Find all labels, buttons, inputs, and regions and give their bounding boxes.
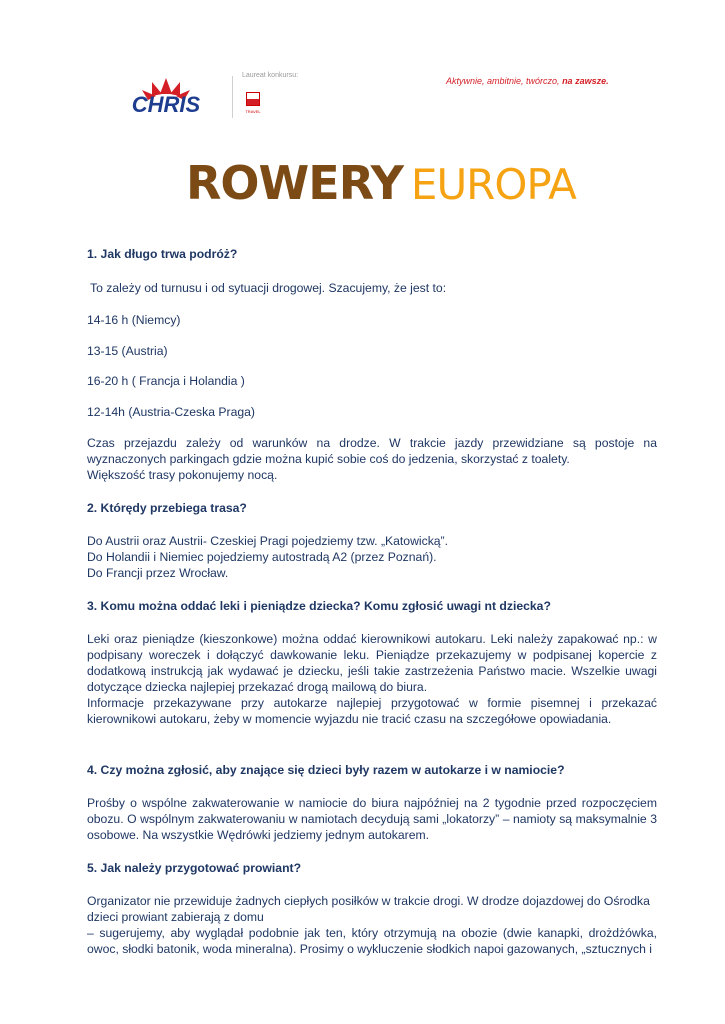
tagline-regular: Aktywnie, ambitnie, twórczo, xyxy=(446,76,560,86)
time-item: 16-20 h ( Francja i Holandia ) xyxy=(87,374,245,388)
answer-3-text: Leki oraz pieniądze (kieszonkowe) można oddać kierownikowi autokaru. Leki należy zapakować np.: w podpisany woreczek i dołączyć dawkowanie leku. Pieniądze przekazujemy w podpisanej kopercie z dodatkową instrukcją jak wydawać je dziecku, jeśli takie zastrzeżenia Państwo macie. Wszelkie uwagi dotyczące dziecka najlepiej przekazać drogą mailową do biura. xyxy=(87,632,657,694)
tagline xyxy=(446,76,609,86)
answer-1-text: Czas przejazdu zależy od warunków na drodze. W trakcie jazdy przewidziane są postoje na wyznaczonych parkingach gdzie można kupić sobie coś do jedzenia, skorzystać z toalety. xyxy=(87,436,657,466)
time-item: 12-14h (Austria-Czeska Praga) xyxy=(87,405,255,419)
question-5: 5. Jak należy przygotować prowiant? xyxy=(87,861,302,875)
chris-logo xyxy=(116,74,216,120)
polish-flag-icon xyxy=(246,92,260,106)
laureat-label: Laureat konkursu: xyxy=(242,72,299,79)
route-line: Do Holandii i Niemiec pojedziemy autostradą A2 (przez Poznań). xyxy=(87,550,437,564)
time-item: 13-15 (Austria) xyxy=(87,344,168,358)
question-4: 4. Czy można zgłosić, aby znające się dzieci były razem w autokarze i w namiocie? xyxy=(87,763,565,777)
header-divider xyxy=(232,76,233,118)
answer-1-text-2: Większość trasy pokonujemy nocą. xyxy=(87,468,278,482)
logo-text: CHRIS xyxy=(131,92,201,117)
route-line: Do Austrii oraz Austrii- Czeskiej Pragi pojedziemy tzw. „Katowicką”. xyxy=(87,534,449,548)
answer-5-text: Organizator nie przewiduje żadnych ciepłych posiłków w trakcie drogi. W drodze dojazdowej do Ośrodka dzieci prowiant zabierają z domu xyxy=(87,894,650,924)
question-1: 1. Jak długo trwa podróż? xyxy=(87,247,238,261)
answer-5-text-2: – sugerujemy, aby wyglądał podobnie jak ten, który otrzymują na obozie (dwie kanapki, drożdżówka, owoc, słodki batonik, woda mineralna). Prosimy o wykluczenie słodkich napoi gazowanych, „sztucznych i xyxy=(87,926,657,956)
page-title xyxy=(186,150,576,212)
flag-caption: TRAVEL xyxy=(245,109,261,114)
answer-1-intro: To zależy od turnusu i od sytuacji drogowej. Szacujemy, że jest to: xyxy=(90,281,447,295)
route-line: Do Francji przez Wrocław. xyxy=(87,566,229,580)
tagline-bold: na zawsze. xyxy=(562,76,609,86)
question-3: 3. Komu można oddać leki i pieniądze dziecka? Komu zgłosić uwagi nt dziecka? xyxy=(87,599,551,613)
title-word-2: EUROPA xyxy=(410,160,576,209)
title-word-1: ROWERY xyxy=(186,156,403,210)
time-item: 14-16 h (Niemcy) xyxy=(87,313,181,327)
answer-4-text: Prośby o wspólne zakwaterowanie w namiocie do biura najpóźniej na 2 tygodnie przed rozpoczęciem obozu. O wspólnym zakwaterowaniu w namiotach decydują sami „lokatorzy” – namioty są maksymalnie 3 osobowe. Na wszystkie Wędrówki jedziemy jednym autokarem. xyxy=(87,796,657,842)
question-2: 2. Którędy przebiega trasa? xyxy=(87,501,247,515)
answer-3-text-2: Informacje przekazywane przy autokarze najlepiej przygotować w formie pisemnej i przekazać kierownikowi autokaru, żeby w momencie wyjazdu nie tracić czasu na szczegółowe opowiadania. xyxy=(87,696,657,726)
